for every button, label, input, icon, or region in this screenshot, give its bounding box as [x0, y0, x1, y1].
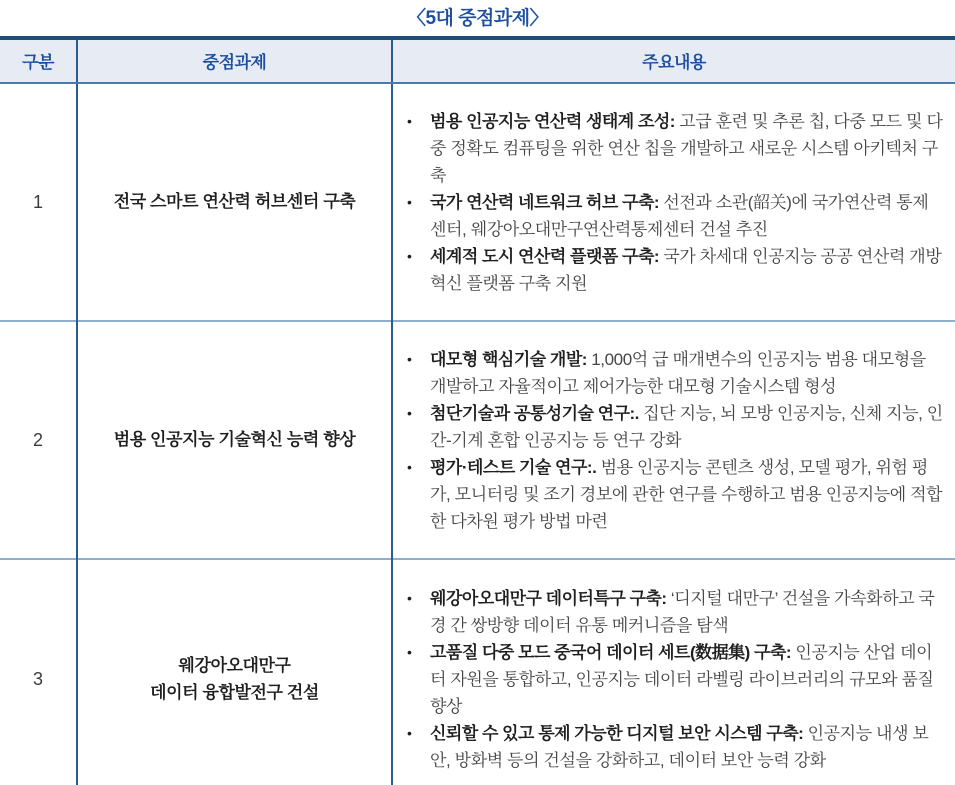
header-row: [0, 38, 955, 83]
table-row: [0, 559, 955, 785]
bullet-body: ‘디지털 대만구’ 건설을 가속화하고 국경 간 쌍방향 데이터 유통 메커니즘을 탐색: [430, 589, 935, 635]
bullet-dot-icon: •: [407, 112, 412, 129]
main-content-cell: [392, 559, 955, 785]
bullet-lead: 세계적 도시 연산력 플랫폼 구축:: [430, 246, 660, 266]
bullet-dot-icon: •: [407, 350, 412, 367]
bullet-body: 집단 지능, 뇌 모방 인공지능, 신체 지능, 인간-기계 혼합 인공지능 등 연구 강화: [430, 403, 943, 450]
bullet-body: 범용 인공지능 콘텐츠 생성, 모델 평가, 위험 평가, 모니터링 및 조기 경보에 관한 연구를 수행하고 범용 인공지능에 적합한 다차원 평가 방법 마련: [430, 457, 943, 531]
row-number-cell: 3: [0, 559, 77, 785]
bullet-dot-icon: •: [407, 404, 412, 421]
bullet-text: [430, 454, 943, 535]
bullet-text: [430, 639, 943, 720]
table-row: [0, 321, 955, 559]
bullet-item: [393, 189, 943, 243]
bullet-dot-icon: •: [407, 590, 412, 606]
bullet-body: 고급 훈련 및 추론 칩, 다중 모드 및 다중 정확도 컴퓨팅을 위한 연산 칩을 개발하고 새로운 시스템 아키텍처 구축: [430, 111, 943, 185]
bullet-lead: 첨단기술과 공통성기술 연구:.: [430, 403, 639, 423]
bullet-text: [430, 346, 943, 400]
header-main-content: 주요내용: [392, 38, 955, 83]
bullet-item: [393, 720, 943, 774]
bullet-lead: 평가·테스트 기술 연구:.: [430, 457, 597, 477]
bullet-item: [393, 454, 943, 535]
header-key-task: 중점과제: [77, 38, 392, 83]
bullet-text: [430, 400, 943, 454]
key-tasks-table: [0, 36, 955, 785]
row-number-cell: 2: [0, 321, 77, 559]
bullet-body: 인공지능 산업 데이터 자원을 통합하고, 인공지능 데이터 라벨링 라이브러리의 규모와 품질 향상: [430, 643, 934, 716]
key-task-line: 전국 스마트 연산력 허브센터 구축: [113, 191, 356, 211]
bullet-lead: 대모형 핵심기술 개발:: [430, 349, 587, 369]
header-category: 구분: [0, 38, 77, 83]
page-title: 〈5대 중점과제〉: [406, 8, 549, 29]
bullet-item: [393, 400, 943, 454]
bullet-lead: 신뢰할 수 있고 통제 가능한 디지털 보안 시스템 구축:: [430, 724, 804, 743]
bullet-item: [393, 585, 943, 639]
row-number-cell: 1: [32, 191, 43, 212]
bullet-text: [430, 585, 943, 639]
bullet-item: [393, 639, 943, 720]
bullet-lead: 고품질 다중 모드 중국어 데이터 세트(数据集) 구축:: [430, 643, 791, 662]
bullet-body: 선전과 소관(韶关)에 국가연산력 통제센터, 웨강아오대만구연산력통제센터 건설 추진: [430, 192, 929, 239]
bullet-text: [430, 189, 943, 243]
main-content-cell: [392, 321, 955, 559]
bullet-text: [430, 243, 943, 297]
bullet-text: [430, 108, 943, 189]
bullet-item: [393, 108, 943, 189]
bullet-lead: 범용 인공지능 연산력 생태계 조성:: [430, 111, 675, 131]
bullet-lead: 웨강아오대만구 데이터특구 구축:: [430, 589, 667, 608]
key-task-cell: [77, 559, 392, 785]
key-task-cell: [77, 83, 392, 321]
bullet-body: 1,000억 급 매개변수의 인공지능 범용 대모형을 개발하고 자율적이고 제어가능한 대모형 기술시스템 형성: [430, 349, 926, 396]
bullet-text: [430, 720, 943, 774]
bullet-body: 국가 차세대 인공지능 공공 연산력 개방혁신 플랫폼 구축 지원: [430, 246, 942, 293]
table-body: [0, 83, 955, 785]
bullet-dot-icon: •: [407, 458, 412, 475]
bullet-lead: 국가 연산력 네트워크 허브 구축:: [430, 192, 660, 212]
main-content-cell: [392, 83, 955, 321]
bullet-dot-icon: •: [407, 644, 412, 660]
table-header: [0, 38, 955, 83]
bullet-item: [393, 243, 943, 297]
bullet-dot-icon: •: [407, 247, 412, 264]
key-task-cell: [77, 321, 392, 559]
key-task-line: 웨강아오대만구: [178, 656, 291, 676]
bullet-dot-icon: •: [407, 725, 412, 741]
bullet-body: 인공지능 내생 보안, 방화벽 등의 건설을 강화하고, 데이터 보안 능력 강화: [430, 724, 929, 770]
bullet-dot-icon: •: [407, 193, 412, 210]
key-task-line: 범용 인공지능 기술혁신 능력 향상: [113, 429, 356, 449]
table-row: [0, 83, 955, 321]
bullet-item: [393, 346, 943, 400]
key-task-line: 데이터 융합발전구 건설: [150, 682, 319, 702]
